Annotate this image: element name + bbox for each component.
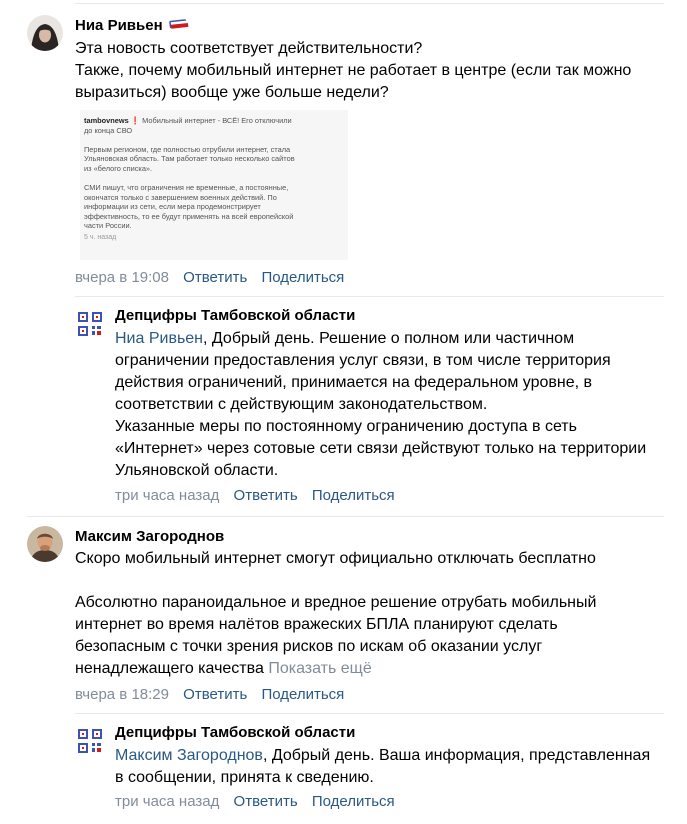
reply-text-line: Ульяновской области. (115, 462, 279, 479)
share-button[interactable]: Поделиться (261, 269, 345, 286)
reply-timestamp[interactable]: три часа назад (115, 487, 220, 504)
reply-text (115, 328, 675, 482)
divider (75, 713, 664, 714)
comment-text-line: интернет во время налётов вражеских БПЛА планируют сделать (75, 616, 558, 633)
attachment-line: Первым регионом, где полностью отрубили интернет, стала (84, 144, 291, 154)
qr-logo-icon[interactable] (78, 312, 102, 336)
exclamation-icon: ❗ (130, 116, 141, 125)
mention-link[interactable]: Ниа Ривьен (115, 330, 204, 347)
reply-text-line: соответствии с действующим законодательством. (115, 396, 488, 413)
attachment-line: окончатся только с завершением военных действий. По (84, 192, 277, 202)
comment-text-line (75, 570, 675, 592)
comment-author-name[interactable]: Максим Загороднов (75, 528, 225, 545)
reply-text (115, 745, 675, 789)
attachment-line: части России. (84, 221, 132, 231)
comment-text-line (75, 658, 675, 680)
share-button[interactable]: Поделиться (261, 686, 345, 703)
author-badge-icon (169, 19, 189, 31)
show-more-link[interactable]: Показать ещё (268, 660, 372, 677)
attachment-headline: до конца СВО (84, 125, 133, 135)
divider (75, 296, 664, 297)
comment-text (75, 548, 675, 680)
comment-text-fragment: ненадлежащего качества (75, 660, 264, 677)
reply-meta (115, 792, 395, 812)
avatar-photo-icon (27, 15, 63, 51)
reply-timestamp[interactable]: три часа назад (115, 793, 220, 810)
reply-text-line (115, 328, 675, 350)
reply-button[interactable]: Ответить (183, 269, 248, 286)
comment-author-name[interactable]: Ниа Ривьен (75, 16, 189, 36)
top-divider (75, 3, 664, 4)
comment-text-line: Абсолютно параноидальное и вредное решение отрубать мобильный (75, 594, 597, 611)
mention-link[interactable]: Максим Загороднов (115, 747, 263, 764)
comment-timestamp[interactable]: вчера в 19:08 (75, 269, 169, 286)
avatar[interactable] (27, 15, 63, 51)
comment-text (75, 38, 675, 104)
avatar[interactable] (27, 526, 63, 562)
comment-text-line: Также, почему мобильный интернет не работает в центре (если так можно (75, 62, 632, 79)
comment-timestamp[interactable]: вчера в 18:29 (75, 686, 169, 703)
share-button[interactable]: Поделиться (311, 487, 395, 504)
comment-text-line: безопасным с точки зрения рисков по искам об оказании услуг (75, 638, 543, 655)
reply-text-line: Указанные меры по постоянному ограничению доступа в сеть (115, 418, 577, 435)
avatar-photo-icon (27, 526, 63, 562)
divider (27, 516, 664, 517)
attachment-line: СМИ пишут, что ограничения не временные, а постоянные, (84, 182, 289, 192)
comment-meta (75, 685, 344, 705)
comment-text-line: Эта новость соответствует действительности? (75, 40, 423, 57)
reply-text-line: действия ограничений, принимается на федеральном уровне, в (115, 374, 592, 391)
reply-button[interactable]: Ответить (183, 686, 248, 703)
reply-author-name[interactable]: Депцифры Тамбовской области (115, 307, 356, 324)
attachment-line: эффективность, то ее будут применять на всей европейской (84, 211, 294, 221)
attachment-time-ago: 5 ч. назад (84, 233, 117, 241)
reply-button[interactable]: Ответить (233, 487, 298, 504)
attachment-headline: Мобильный интернет - ВСЁ! Его отключили (142, 116, 292, 125)
reply-text-fragment: , Добрый день. Решение о полном или частичном (203, 330, 575, 347)
reply-text-fragment: , Добрый день. Ваша информация, представленная (262, 747, 651, 764)
comment-meta (75, 268, 344, 288)
attachment-source: tambovnews (84, 116, 129, 125)
attachment-paragraph (84, 183, 344, 231)
qr-logo-icon[interactable] (78, 729, 102, 753)
attachment-line: информации из сети, если мера продемонстрирует (84, 202, 261, 212)
reply-meta (115, 486, 395, 506)
reply-text-line (115, 745, 675, 767)
reply-text-line: «Интернет» через сотовые сети связи действуют только на территории (115, 440, 647, 457)
attachment-paragraph (84, 145, 344, 174)
reply-text-line: в сообщении, принята к сведению. (115, 769, 374, 786)
reply-button[interactable]: Ответить (233, 793, 298, 810)
reply-text-line: ограничении предоставления услуг связи, в том числе территория (115, 352, 611, 369)
attached-image-screenshot[interactable] (80, 110, 348, 260)
share-button[interactable]: Поделиться (311, 793, 395, 810)
reply-author-name[interactable]: Депцифры Тамбовской области (115, 724, 356, 741)
attachment-line: Ульяновская область. Там работает только несколько сайтов (84, 154, 295, 164)
comment-text-line: Скоро мобильный интернет смогут официально отключать бесплатно (75, 550, 596, 567)
comment-text-line: выразиться) вообще уже больше недели? (75, 84, 389, 101)
attachment-line: из «белого списка». (84, 163, 153, 173)
